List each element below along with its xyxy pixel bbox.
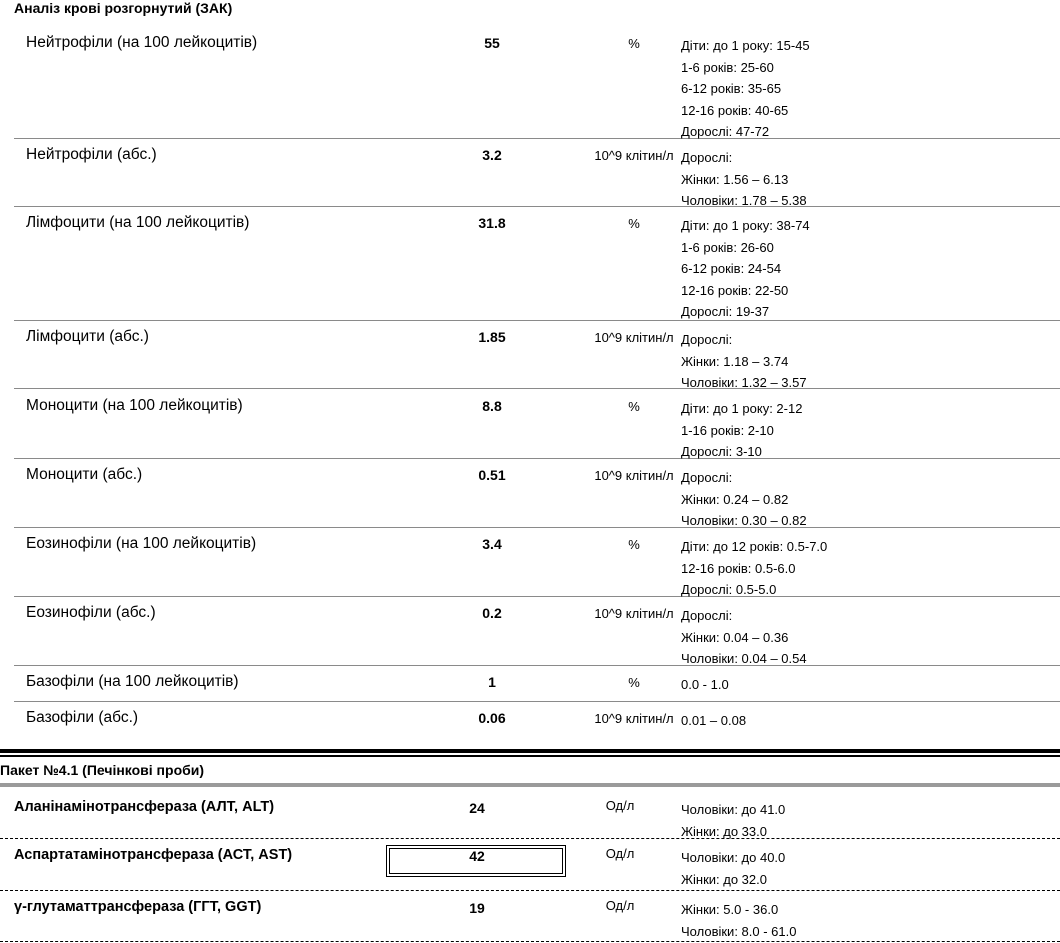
section-title-cbc: Аналіз крові розгорнутий (ЗАК) — [14, 0, 233, 16]
test-name: Моноцити (на 100 лейкоцитів) — [26, 397, 243, 414]
test-unit: % — [628, 675, 640, 690]
reference-line: Діти: до 1 року: 15-45 — [681, 38, 810, 53]
test-unit: % — [628, 216, 640, 231]
test-unit: 10^9 клітин/л — [594, 330, 674, 345]
test-unit: 10^9 клітин/л — [594, 468, 674, 483]
reference-range — [681, 147, 807, 212]
section-divider — [0, 783, 1060, 787]
test-value: 3.4 — [482, 536, 502, 552]
test-unit: % — [628, 36, 640, 51]
reference-line: Жінки: до 32.0 — [681, 871, 767, 887]
reference-range — [681, 215, 810, 323]
reference-line: Дорослі: 0.5-5.0 — [681, 582, 777, 597]
reference-line: Діти: до 1 року: 38-74 — [681, 218, 810, 233]
test-unit: % — [628, 399, 640, 414]
reference-line: Жінки: 0.24 – 0.82 — [681, 491, 789, 507]
test-name: Нейтрофіли (на 100 лейкоцитів) — [26, 34, 258, 51]
test-unit: % — [628, 537, 640, 552]
test-unit: Од/л — [605, 846, 635, 861]
test-name: Нейтрофіли (абс.) — [26, 146, 157, 163]
reference-range — [681, 674, 729, 696]
table-row — [14, 389, 1060, 459]
reference-line: 12-16 років: 22-50 — [681, 282, 789, 298]
reference-line: 6-12 років: 24-54 — [681, 261, 782, 276]
reference-range — [681, 799, 785, 842]
reference-line: Дорослі: — [681, 332, 733, 347]
table-row — [14, 596, 1060, 666]
test-value: 0.2 — [482, 605, 502, 621]
reference-line: Дорослі: 3-10 — [681, 444, 762, 459]
test-name: Аланінамінотрансфераза (АЛТ, ALT) — [14, 799, 275, 815]
test-value: 1.85 — [478, 329, 506, 345]
test-value: 0.51 — [478, 467, 506, 483]
table-row — [14, 701, 1060, 749]
reference-line: Чоловіки: 0.04 – 0.54 — [681, 651, 807, 666]
test-unit: Од/л — [605, 898, 635, 913]
reference-line: Жінки: 1.18 – 3.74 — [681, 353, 789, 369]
reference-range — [681, 710, 746, 732]
reference-line: Дорослі: — [681, 470, 733, 485]
reference-range — [681, 329, 807, 394]
reference-range — [681, 467, 807, 532]
test-value: 1 — [488, 674, 496, 690]
reference-line: Дорослі: 19-37 — [681, 304, 770, 319]
reference-range — [681, 847, 785, 890]
reference-line: 1-6 років: 26-60 — [681, 239, 774, 255]
test-value: 3.2 — [482, 147, 502, 163]
test-unit: 10^9 клітин/л — [594, 711, 674, 726]
reference-line: Жінки: до 33.0 — [681, 823, 767, 839]
reference-line: Чоловіки: 1.32 – 3.57 — [681, 375, 807, 390]
test-name: Еозинофіли (на 100 лейкоцитів) — [26, 535, 257, 552]
test-unit: 10^9 клітин/л — [594, 148, 674, 163]
reference-line: Чоловіки: 0.30 – 0.82 — [681, 513, 807, 528]
table-row — [14, 206, 1060, 321]
test-value: 42 — [469, 848, 485, 864]
table-row — [14, 458, 1060, 528]
reference-line: 6-12 років: 35-65 — [681, 81, 782, 96]
reference-line: Жінки: 5.0 - 36.0 — [681, 902, 779, 917]
table-row — [14, 320, 1060, 389]
table-row — [14, 26, 1060, 139]
table-row — [14, 527, 1060, 597]
section-title-liver: Пакет №4.1 (Печінкові проби) — [0, 762, 205, 778]
test-unit: 10^9 клітин/л — [594, 606, 674, 621]
test-name: γ-глутаматтрансфераза (ГГТ, GGT) — [14, 899, 262, 915]
test-value: 0.06 — [478, 710, 506, 726]
reference-line: Чоловіки: 1.78 – 5.38 — [681, 193, 807, 208]
test-name: Базофіли (абс.) — [26, 709, 139, 726]
reference-line: Діти: до 12 років: 0.5-7.0 — [681, 539, 828, 554]
test-value: 55 — [484, 35, 500, 51]
test-name: Моноцити (абс.) — [26, 466, 143, 483]
test-name: Лімфоцити (на 100 лейкоцитів) — [26, 214, 250, 231]
table-row — [0, 791, 1060, 839]
reference-line: 12-16 років: 0.5-6.0 — [681, 560, 796, 576]
table-row — [0, 891, 1060, 942]
reference-line: Дорослі: — [681, 608, 733, 623]
reference-line: Дорослі: 47-72 — [681, 124, 770, 139]
test-value: 31.8 — [478, 215, 506, 231]
reference-line: Жінки: 1.56 – 6.13 — [681, 171, 789, 187]
reference-range — [681, 605, 807, 670]
table-row — [14, 665, 1060, 702]
reference-line: Чоловіки: до 40.0 — [681, 850, 786, 865]
reference-line: Чоловіки: до 41.0 — [681, 802, 786, 817]
reference-line: 1-16 років: 2-10 — [681, 422, 774, 438]
test-value: 24 — [469, 800, 485, 816]
section-divider — [0, 749, 1060, 753]
reference-line: Діти: до 1 року: 2-12 — [681, 401, 803, 416]
test-name: Аспартатамінотрансфераза (АСТ, AST) — [14, 847, 293, 863]
reference-range — [681, 536, 827, 601]
test-value: 8.8 — [482, 398, 502, 414]
reference-range — [681, 398, 802, 463]
test-value: 19 — [469, 900, 485, 916]
reference-line: Жінки: 0.04 – 0.36 — [681, 629, 789, 645]
reference-line: 1-6 років: 25-60 — [681, 59, 774, 75]
table-row — [14, 138, 1060, 207]
table-row — [0, 839, 1060, 891]
reference-line: 12-16 років: 40-65 — [681, 102, 789, 118]
reference-line: Дорослі: — [681, 150, 733, 165]
reference-range — [681, 35, 810, 143]
test-name: Лімфоцити (абс.) — [26, 328, 149, 345]
section-divider — [0, 755, 1060, 757]
test-name: Еозинофіли (абс.) — [26, 604, 156, 621]
reference-line: 0.0 - 1.0 — [681, 677, 729, 692]
reference-line: Чоловіки: 8.0 - 61.0 — [681, 923, 797, 939]
reference-line: 0.01 – 0.08 — [681, 713, 747, 728]
test-unit: Од/л — [605, 798, 635, 813]
test-name: Базофіли (на 100 лейкоцитів) — [26, 673, 239, 690]
reference-range — [681, 899, 796, 942]
